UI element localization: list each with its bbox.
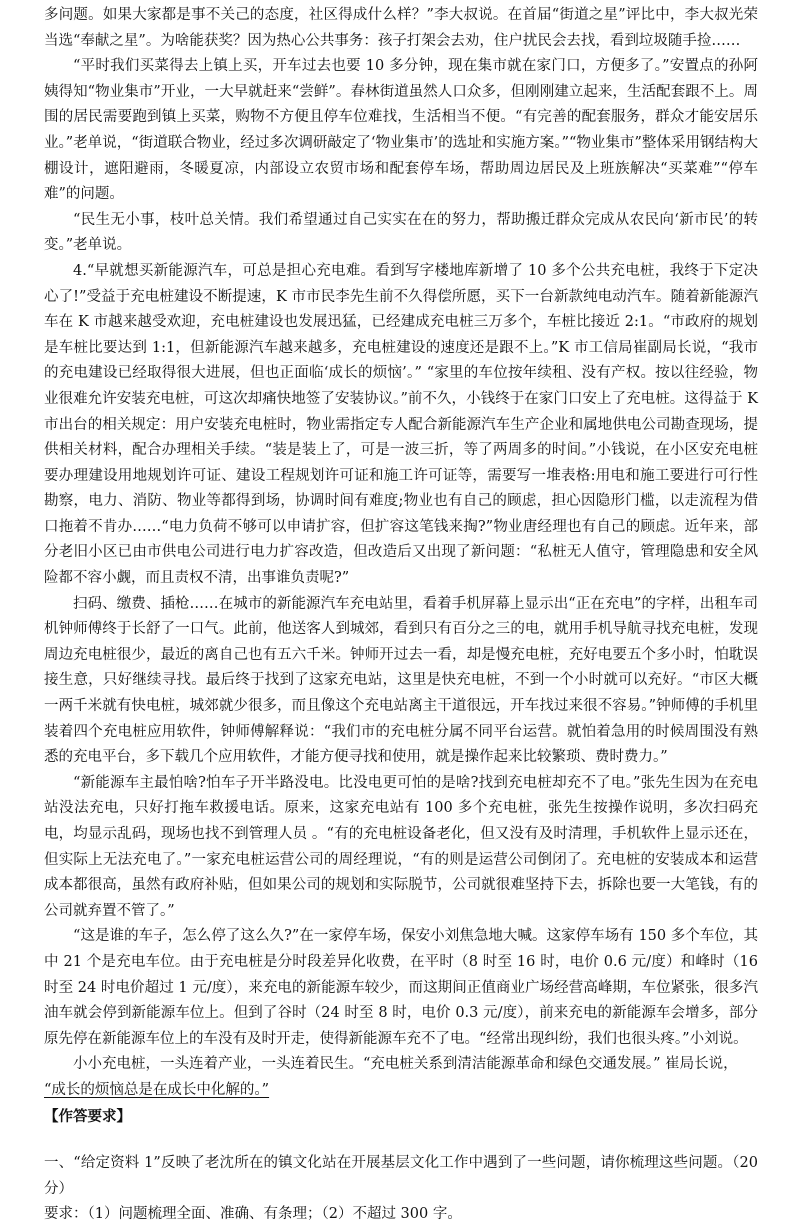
paragraph-3: “民生无小事，枝叶总关情。我们希望通过自己实实在在的努力，帮助搬迁群众完成从农民向‘新市民’的转变。”老单说。: [44, 211, 758, 254]
paragraph-4: 4.“早就想买新能源汽车，可总是担心充电难。看到写字楼地库新增了 10 多个公共充电桩，我终于下定决心了!”受益于充电桩建设不断提速，K 市市民李先生前不久得偿所愿，买下一台新款纯电动汽车。随着新能源汽车在 K 市越来越受欢迎，充电桩建设也发展迅猛，已经建成充电桩三万多个，车桩比接近 2:1。“市政府的规划是车桩比要达到 1:1，但新能源汽车越来越多，充电桩建设的速度还是跟不上。”K 市工信局崔副局长说，“我市的充电建设已经取得很大进展，但也正面临‘成长的烦恼’。” “家里的车位按年续租、没有产权。按以往经验，物业很难允许安装充电桩，可这次却痛快地签了安装协议。”前不久，小钱终于在家门口安上了充电桩。这得益于 K 市出台的相关规定：用户安装充电桩时，物业需指定专人配合新能源汽车生产企业和属地供电公司勘查现场，提供相关材料，配合办理相关手续。“装是装上了，可是一波三折，等了两周多的时间。”小钱说，在小区安充电桩要办理建设用地规划许可证、建设工程规划许可证和施工许可证等，需要写一堆表格:用电和施工要进行可行性勘察，电力、消防、物业等都得到场，协调时间有难度;物业也有自己的顾虑，担心因隐形门槛，以走流程为借口拖着不肯办……“电力负荷不够可以申请扩容，但扩容这笔钱来掏?”物业唐经理也有自己的顾虑。近年来，部分老旧小区已由市供电公司进行电力扩容改造，但改造后又出现了新问题：“私桩无人值守，管理隐患和安全风险都不容小觑，而且责权不清，出事谁负责呢?”: [44, 262, 758, 587]
paragraph-7: “这是谁的车子，怎么停了这么久?”在一家停车场，保安小刘焦急地大喊。这家停车场有 150 多个车位，其中 21 个是充电车位。由于充电桩是分时段差异化收费，在平时（8 时至 16 时，电价 0.6 元/度）和峰时（16 时至 24 时电价超过 1 元/度），来充电的新能源车较少，而这期间正值商业广场经营高峰期，车位紧张，很多汽油车就会停到新能源车位上。但到了谷时（24 时至 8 时，电价 0.3 元/度），前来充电的新能源车会增多，部分原先停在新能源车位上的车没有及时开走，使得新能源车充不了电。“经常出现纠纷，我们也很头疼。”小刘说。: [44, 928, 758, 1047]
paragraph-8: 小小充电桩，一头连着产业，一头连着民生。“充电桩关系到清洁能源革命和绿色交通发展。” 崔局长说，: [73, 1056, 738, 1073]
paragraph-6: “新能源车主最怕啥?怕车子开半路没电。比没电更可怕的是啥?找到充电桩却充不了电。”张先生因为在充电站没法充电，只好打拖车救援电话。原来，这家充电站有 100 多个充电桩，张先生按操作说明，多次扫码充电，均显示乱码，现场也找不到管理人员 。“有的充电桩设备老化，但又没有及时清理，手机软件上显示还在，但实际上无法充电了。”一家充电桩运营公司的周经理说，“有的则是运营公司倒闭了。充电桩的安装成本和运营成本都很高，虽然有政府补贴，但如果公司的规划和实际脱节，公司就很难坚持下去，拆除也要一大笔钱，有的公司就弃置不管了。”: [44, 774, 758, 919]
closing-quote-text: “成长的烦恼总是在成长中化解的。”: [44, 1081, 270, 1098]
closing-quote: [44, 1078, 758, 1104]
spacer: [44, 1129, 758, 1151]
paragraph-2: “平时我们买菜得去上镇上买，开车过去也要 10 多分钟，现在集市就在家门口，方便多了。”安置点的孙阿姨得知“物业集市”开业，一大早就赶来“尝鲜”。春林街道虽然人口众多，但刚刚建立起来，生活配套跟不上。周围的居民需要跑到镇上买菜，购物不方便且停车位难找，生活相当不便。“有完善的配套服务，群众才能安居乐业。”老单说，“街道联合物业，经过多次调研敲定了‘物业集市’的选址和实施方案。”“物业集市”整体采用钢结构大棚设计，遮阳避雨，冬暖夏凉，内部设立农贸市场和配套停车场，帮助周边居民及上班族解决“买菜难”“停车难”的问题。: [44, 58, 758, 203]
paragraph-5: 扫码、缴费、插枪……在城市的新能源汽车充电站里，看着手机屏幕上显示出“正在充电”的字样，出租车司机钟师傅终于长舒了一口气。此前，他送客人到城郊，看到只有百分之三的电，就用手机导航寻找充电桩，发现周边充电桩很少，最近的离自己也有五六千米。钟师开过去一看，却是慢充电桩，充好电要五个多小时，怕耽误接生意，只好继续寻找。最后终于找到了这家充电站，这里是快充电桩，不到一个小时就可以充好。“市区大概一两千米就有快电桩，城郊就少很多，而且像这个充电站离主干道很远，开车找过来很不容易。”钟师傅的手机里装着四个充电桩应用软件，钟师傅解释说：“我们市的充电桩分属不同平台运营。就怕着急用的时候周围没有熟悉的充电平台，多下载几个应用软件，才能方便寻找和使用，就是操作起来比较繁琐、费时费力。”: [44, 595, 758, 766]
requirements-text: 要求：（1）问题梳理全面、准确、有条理；（2）不超过 300 字。: [44, 1206, 462, 1223]
section-title: 【作答要求】: [44, 1107, 131, 1125]
question-text: 一、“给定资料 1”反映了老沈所在的镇文化站在开展基层文化工作中遇到了一些问题，请你梳理这些问题。（20 分）: [44, 1155, 758, 1197]
paragraph-1: 多问题。如果大家都是事不关己的态度，社区得成什么样？”李大叔说。在首届“街道之星”评比中，李大叔光荣当选“奉献之星”。为啥能获奖？因为热心公共事务：孩子打架会去劝，住户扰民会去找，看到垃圾随手捡……: [44, 7, 758, 49]
